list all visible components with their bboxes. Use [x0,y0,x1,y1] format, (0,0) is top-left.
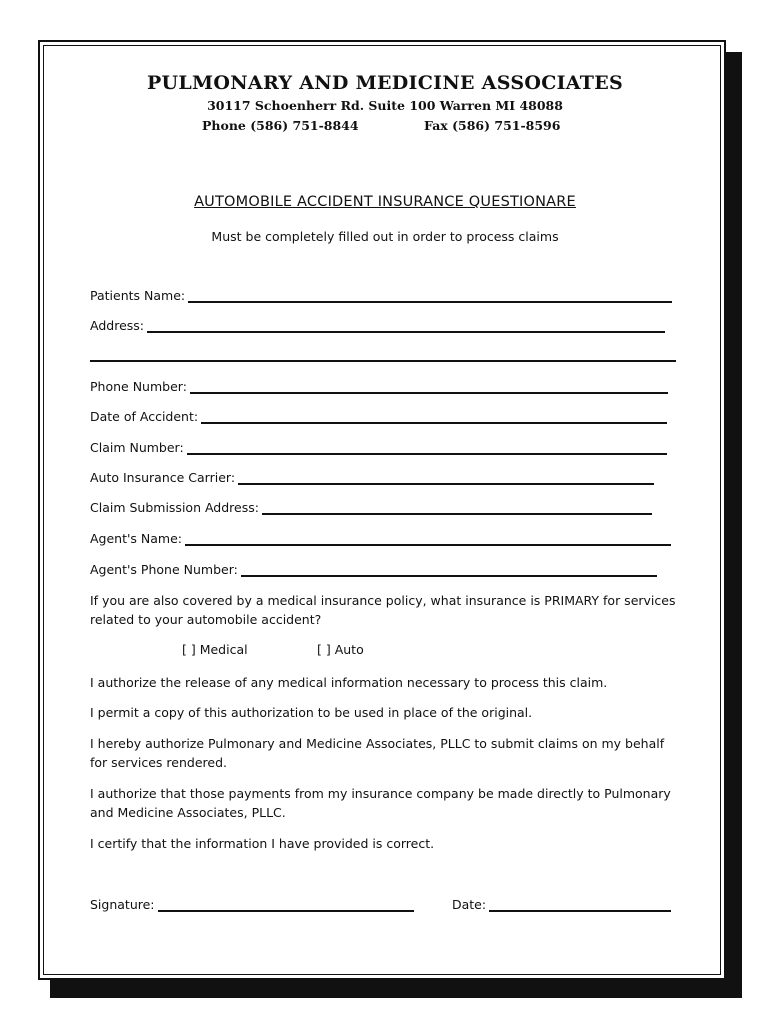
field-claim-number [90,439,667,457]
phone-number: Phone (586) 751-8844 [202,118,359,133]
field-date-of-accident [90,408,667,426]
statement-release: I authorize the release of any medical information necessary to process this claim. [90,675,608,690]
field-signature [90,896,414,914]
signature-label: Signature: [90,897,155,912]
statement-payments: I authorize that those payments from my insurance company be made directly to Pulmonary and Medicine Associates, PLLC. [90,786,671,820]
agent-phone-label: Agent's Phone Number: [90,562,238,577]
claim-number-input-line[interactable] [187,439,667,455]
field-patient-name [90,287,672,305]
field-phone-number [90,378,668,396]
field-claim-submission-address [90,499,652,517]
statement-authorize-claims: I hereby authorize Pulmonary and Medicine Associates, PLLC to submit claims on my behalf for services rendered. [90,736,665,770]
address-input-line-2[interactable] [90,346,676,362]
field-address [90,317,665,335]
form-title: AUTOMOBILE ACCIDENT INSURANCE QUESTIONARE [194,194,576,210]
agent-name-input-line[interactable] [185,530,671,546]
statement-copy: I permit a copy of this authorization to be used in place of the original. [90,705,533,720]
field-date [452,896,671,914]
date-input-line[interactable] [489,896,671,912]
phone-number-label: Phone Number: [90,379,187,394]
agent-phone-input-line[interactable] [241,561,657,577]
form-instruction: Must be completely filled out in order to process claims [211,229,559,244]
field-agent-name [90,530,671,548]
claim-submission-address-label: Claim Submission Address: [90,500,259,515]
claim-submission-address-input-line[interactable] [262,499,652,515]
date-of-accident-label: Date of Accident: [90,409,199,424]
date-of-accident-input-line[interactable] [201,408,667,424]
auto-insurance-carrier-input-line[interactable] [238,469,654,485]
statement-certify: I certify that the information I have provided is correct. [90,836,435,851]
phone-number-input-line[interactable] [190,378,668,394]
address-label: Address: [90,318,144,333]
address-input-line[interactable] [147,317,665,333]
organization-name: PULMONARY AND MEDICINE ASSOCIATES [146,72,624,94]
option-auto-checkbox[interactable]: [ ] Auto [317,642,364,657]
fax-number: Fax (586) 751-8596 [424,118,561,133]
contact-line [202,118,582,133]
claim-number-label: Claim Number: [90,440,184,455]
date-label: Date: [452,897,487,912]
patient-name-label: Patients Name: [90,288,186,303]
option-medical-checkbox[interactable]: [ ] Medical [182,642,248,657]
signature-input-line[interactable] [158,896,414,912]
primary-insurance-question: If you are also covered by a medical insurance policy, what insurance is PRIMARY for services related to your automobile accident? [90,593,676,627]
organization-address: 30117 Schoenherr Rd. Suite 100 Warren MI 48088 [207,98,563,113]
auto-insurance-carrier-label: Auto Insurance Carrier: [90,470,236,485]
field-agent-phone [90,561,657,579]
field-auto-insurance-carrier [90,469,654,487]
agent-name-label: Agent's Name: [90,531,183,546]
patient-name-input-line[interactable] [188,287,672,303]
